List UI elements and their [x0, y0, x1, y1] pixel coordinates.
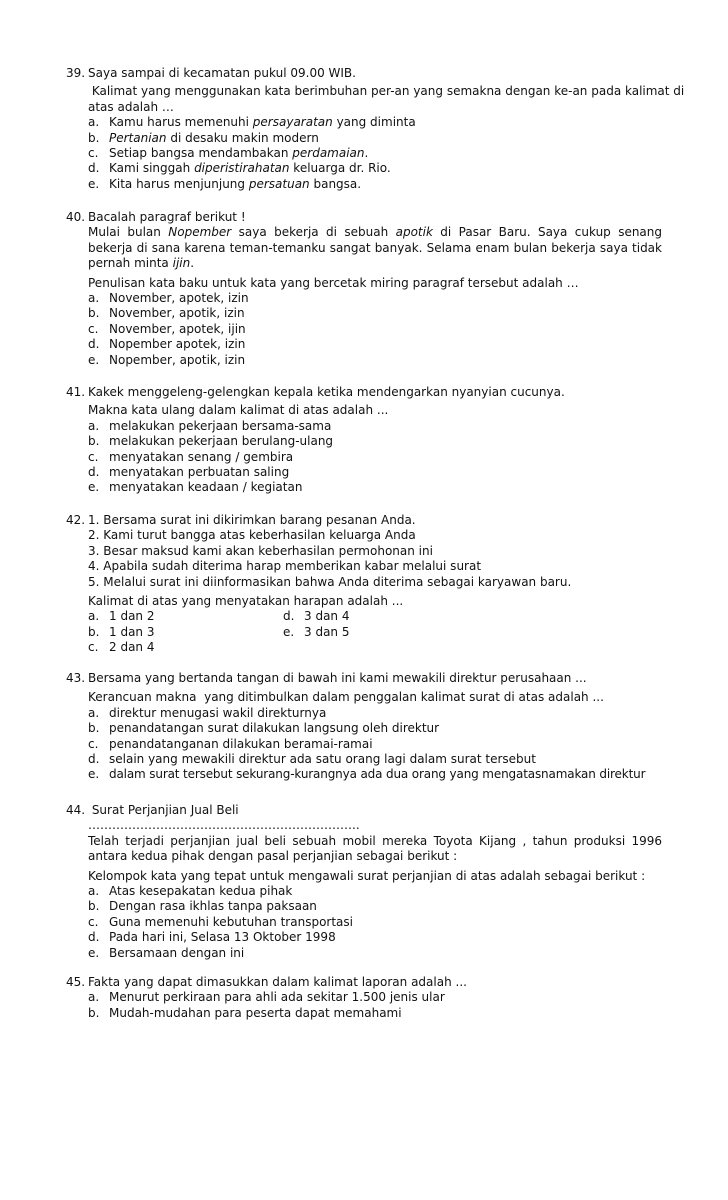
option-letter: d.	[283, 609, 295, 624]
option-text: Atas kesepakatan kedua pihak	[109, 884, 293, 899]
option-d	[88, 161, 662, 176]
numbered-sentence: 4. Apabila sudah diterima harap memberikan kabar melalui surat	[88, 559, 482, 574]
question-41	[66, 385, 662, 496]
option-e	[88, 480, 662, 495]
option-b	[88, 434, 662, 449]
paragraph-text: di Pasar Baru. Saya cukup senang bekerja di sana karena teman-temanku sangat banyak. Selama enam bulan bekerja saya tidak pernah minta	[88, 225, 666, 271]
question-42	[66, 513, 662, 656]
option-letter: c.	[88, 640, 99, 655]
question-number: 42.	[66, 513, 86, 527]
option-a	[88, 115, 662, 130]
option-letter: b.	[88, 306, 100, 321]
option-text: selain yang mewakili direktur ada satu orang lagi dalam surat tersebut	[109, 752, 536, 767]
option-text: Nopember, apotik, izin	[109, 352, 246, 367]
option-letter: d.	[88, 161, 100, 176]
numbered-sentence: 1. Bersama surat ini dikirimkan barang pesanan Anda.	[88, 513, 416, 527]
option-letter: a.	[88, 884, 100, 899]
option-letter: d.	[88, 930, 100, 945]
option-italic-word: persayaratan	[252, 115, 333, 130]
option-c	[88, 915, 662, 930]
question-number: 43.	[66, 671, 86, 685]
question-stem: Fakta yang dapat dimasukkan dalam kalimat laporan adalah ...	[88, 975, 467, 989]
option-text: 3 dan 4	[304, 609, 350, 624]
question-text: Makna kata ulang dalam kalimat di atas adalah ...	[88, 403, 389, 418]
option-letter: a.	[88, 990, 100, 1005]
option-text: menyatakan senang / gembira	[109, 449, 294, 464]
option-italic-word: persatuan	[248, 176, 310, 191]
paragraph-italic-word: ijin	[172, 256, 191, 271]
option-d	[88, 337, 662, 352]
question-40	[66, 210, 666, 368]
option-d	[88, 752, 662, 767]
option-b	[88, 1006, 662, 1021]
question-44	[66, 803, 662, 961]
option-a	[88, 990, 662, 1005]
option-a	[88, 706, 662, 721]
option-letter: a.	[88, 705, 100, 720]
option-text: bangsa.	[309, 176, 362, 191]
paragraph-italic-word: Nopember	[168, 225, 232, 240]
question-text: Kelompok kata yang tepat untuk mengawali surat perjanjian di atas adalah sebagai berikut :	[88, 868, 646, 883]
option-text: Menurut perkiraan para ahli ada sekitar 1.500 jenis ular	[109, 990, 445, 1005]
question-stem: Kakek menggeleng-gelengkan kepala ketika mendengarkan nyanyian cucunya.	[88, 385, 565, 399]
option-letter: e.	[88, 480, 100, 495]
option-b	[88, 131, 662, 146]
option-letter: d.	[88, 465, 100, 480]
option-letter: b.	[88, 624, 100, 639]
option-letter: e.	[88, 176, 100, 191]
option-text: direktur menugasi wakil direkturnya	[109, 705, 327, 720]
option-letter: b.	[88, 899, 100, 914]
option-text: Nopember apotek, izin	[109, 337, 246, 352]
option-text: November, apotek, izin	[109, 291, 249, 306]
option-text: menyatakan keadaan / kegiatan	[109, 480, 303, 495]
option-row	[88, 609, 662, 624]
option-text: Setiap bangsa mendambakan	[109, 146, 293, 161]
option-d	[88, 465, 662, 480]
option-text: dalam surat tersebut sekurang-kurangnya ada dua orang yang mengatasnamakan direktur	[109, 767, 646, 782]
paragraph-text: Mulai bulan	[88, 225, 169, 240]
option-letter: b.	[88, 721, 100, 736]
option-letter: d.	[88, 337, 100, 352]
paragraph-text: .	[190, 256, 195, 271]
question-number: 40.	[66, 210, 86, 224]
option-letter: e.	[88, 767, 100, 782]
option-italic-word: perdamaian	[292, 146, 365, 161]
paragraph-italic-word: apotik	[395, 225, 433, 240]
option-text: 1 dan 3	[109, 624, 155, 639]
option-text: Pada hari ini, Selasa 13 Oktober 1998	[109, 930, 336, 945]
option-letter: c.	[88, 914, 99, 929]
option-text: 2 dan 4	[109, 640, 155, 655]
question-text: atas adalah …	[88, 99, 174, 114]
option-text: penandatangan surat dilakukan langsung oleh direktur	[109, 721, 440, 736]
option-a	[88, 291, 662, 306]
option-text: keluarga dr. Rio.	[289, 161, 391, 176]
option-text: 1 dan 2	[109, 609, 155, 624]
option-letter: c.	[88, 146, 99, 161]
option-letter: a.	[88, 609, 100, 624]
option-text: penandatanganan dilakukan beramai-ramai	[109, 736, 373, 751]
option-text: November, apotek, ijin	[109, 321, 246, 336]
question-number: 45.	[66, 975, 86, 989]
option-e	[88, 353, 662, 368]
option-c	[88, 450, 662, 465]
dotted-line: …………………………………………………………..	[88, 818, 360, 833]
question-number: 39.	[66, 66, 86, 80]
option-e	[88, 767, 662, 782]
option-text: yang diminta	[332, 115, 416, 130]
option-row	[88, 625, 662, 640]
option-text: Dengan rasa ikhlas tanpa paksaan	[109, 899, 317, 914]
option-italic-word: diperistirahatan	[194, 161, 290, 176]
question-43	[66, 671, 662, 783]
question-39	[66, 66, 685, 192]
option-c	[88, 737, 662, 752]
question-text: Kalimat di atas yang menyatakan harapan adalah ...	[88, 594, 404, 609]
paragraph-text: saya bekerja di sebuah	[231, 225, 396, 240]
option-text: Kami singgah	[109, 161, 195, 176]
option-b	[88, 721, 662, 736]
numbered-sentence: 2. Kami turut bangga atas keberhasilan keluarga Anda	[88, 528, 416, 543]
option-b	[88, 899, 662, 914]
option-letter: e.	[88, 945, 100, 960]
option-letter: c.	[88, 321, 99, 336]
option-c	[88, 322, 662, 337]
option-letter: b.	[88, 130, 100, 145]
option-letter: c.	[88, 736, 99, 751]
question-text: Kalimat yang menggunakan kata berimbuhan per-an yang semakna dengan ke-an pada kalimat di	[88, 84, 685, 99]
question-number: 44.	[66, 803, 86, 817]
option-a	[88, 419, 662, 434]
question-text: Kerancuan makna yang ditimbulkan dalam penggalan kalimat surat di atas adalah ...	[88, 690, 604, 705]
option-letter: b.	[88, 1005, 100, 1020]
option-text: melakukan pekerjaan bersama-sama	[109, 418, 332, 433]
option-text: 3 dan 5	[304, 624, 350, 639]
numbered-sentence: 5. Melalui surat ini diinformasikan bahwa Anda diterima sebagai karyawan baru.	[88, 574, 572, 589]
option-text: November, apotik, izin	[109, 306, 245, 321]
option-text: di desaku makin modern	[166, 130, 319, 145]
option-e	[88, 177, 662, 192]
option-b	[88, 306, 662, 321]
option-italic-word: Pertanian	[109, 130, 167, 145]
option-text: menyatakan perbuatan saling	[109, 465, 290, 480]
question-45	[66, 975, 662, 1021]
option-letter: a.	[88, 291, 100, 306]
option-letter: d.	[88, 752, 100, 767]
option-text: Kamu harus memenuhi	[109, 115, 253, 130]
option-text: Kita harus menjunjung	[109, 176, 249, 191]
question-number: 41.	[66, 385, 86, 399]
option-e	[88, 946, 662, 961]
question-stem: Bersama yang bertanda tangan di bawah ini kami mewakili direktur perusahaan ...	[88, 671, 587, 685]
option-letter: e.	[283, 624, 295, 639]
option-text: Guna memenuhi kebutuhan transportasi	[109, 914, 353, 929]
option-text: melakukan pekerjaan berulang-ulang	[109, 434, 334, 449]
option-text: .	[364, 146, 369, 161]
question-text: Penulisan kata baku untuk kata yang bercetak miring paragraf tersebut adalah …	[88, 275, 579, 290]
option-c	[88, 146, 662, 161]
question-stem: Saya sampai di kecamatan pukul 09.00 WIB.	[88, 66, 356, 80]
letter-paragraph: Telah terjadi perjanjian jual beli sebuah mobil mereka Toyota Kijang , tahun produksi 1996 antara kedua pihak dengan pasal perjanjian sebagai berikut :	[88, 833, 662, 864]
reading-paragraph	[88, 225, 666, 271]
option-text: Bersamaan dengan ini	[109, 945, 245, 960]
option-text: Mudah-mudahan para peserta dapat memahami	[109, 1005, 402, 1020]
option-row	[88, 640, 662, 655]
option-letter: b.	[88, 434, 100, 449]
option-letter: a.	[88, 115, 100, 130]
question-stem: Surat Perjanjian Jual Beli	[88, 803, 239, 817]
option-letter: a.	[88, 418, 100, 433]
option-a	[88, 884, 662, 899]
option-letter: c.	[88, 449, 99, 464]
question-stem: Bacalah paragraf berikut !	[88, 210, 246, 224]
numbered-sentence: 3. Besar maksud kami akan keberhasilan permohonan ini	[88, 543, 433, 558]
option-letter: e.	[88, 352, 100, 367]
option-d	[88, 930, 662, 945]
